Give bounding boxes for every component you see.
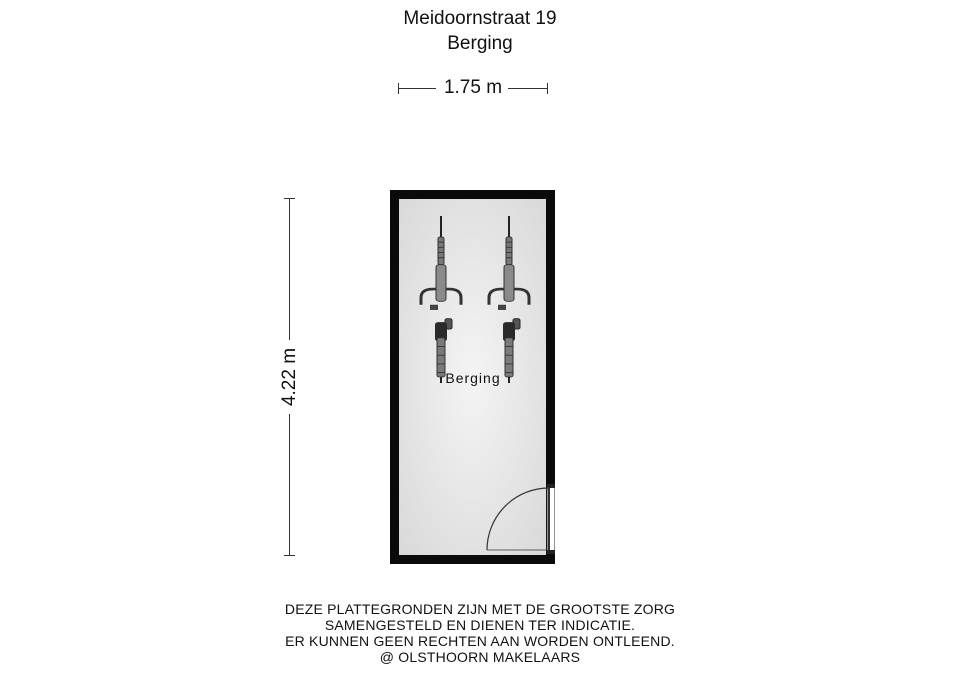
floor-subtitle: Berging xyxy=(447,33,513,54)
disclaimer-line: ER KUNNEN GEEN RECHTEN AAN WORDEN ONTLEEND. xyxy=(285,633,675,649)
disclaimer-line: SAMENGESTELD EN DIENEN TER INDICATIE. xyxy=(324,617,636,633)
height-dimension-label: 4.22 m xyxy=(279,347,300,407)
disclaimer-line: @ OLSTHOORN MAKELAARS xyxy=(379,649,581,665)
room-label: Berging xyxy=(445,370,501,386)
floor-plan xyxy=(390,190,555,564)
height-dimension-tick-bottom xyxy=(284,555,295,556)
disclaimer-line: DEZE PLATTEGRONDEN ZIJN MET DE GROOTSTE ZORG xyxy=(284,601,676,617)
height-dimension xyxy=(270,198,310,556)
door-frame-bottom xyxy=(547,550,555,554)
address-title: Meidoornstraat 19 xyxy=(403,8,557,29)
disclaimer xyxy=(0,601,960,665)
door-frame-top xyxy=(547,484,555,488)
width-dimension-label: 1.75 m xyxy=(443,77,503,98)
width-dimension xyxy=(398,76,548,100)
